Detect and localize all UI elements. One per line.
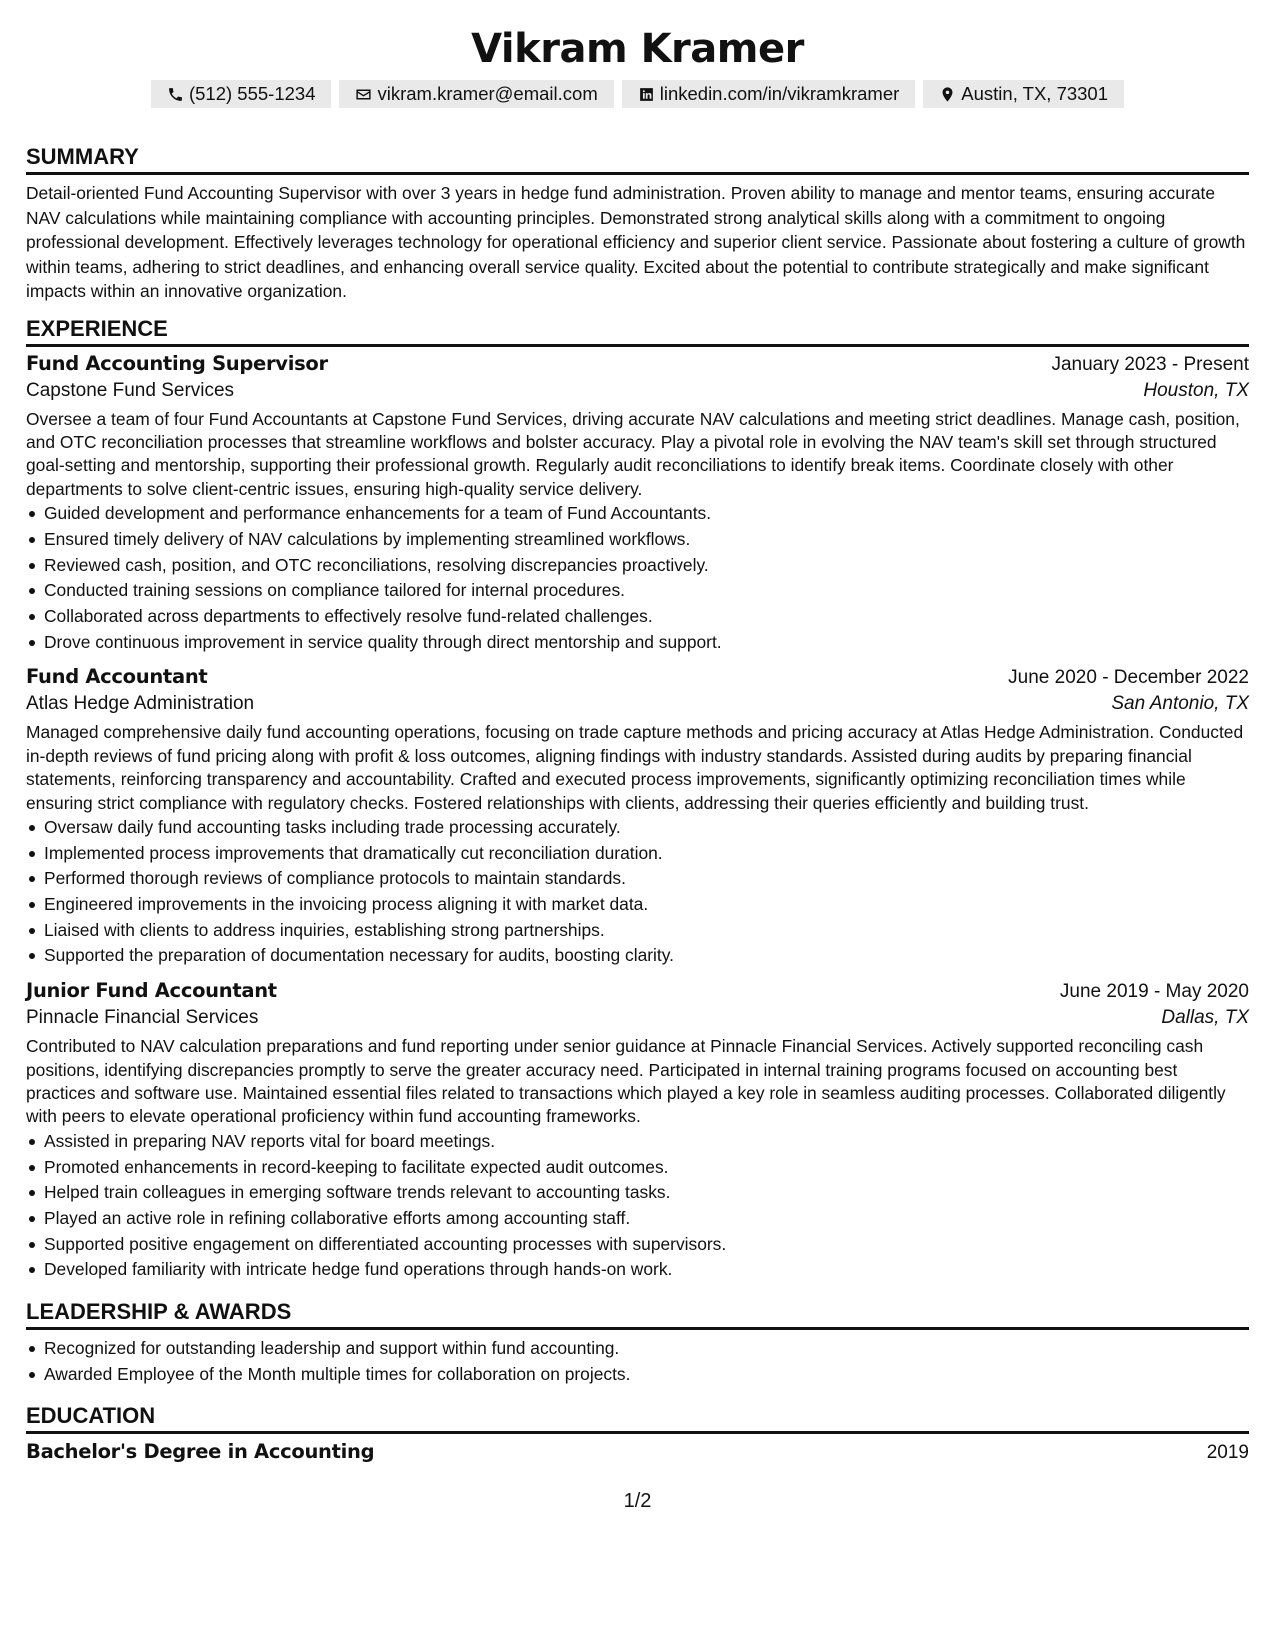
list-item: Supported the preparation of documentation necessary for audits, boosting clarity.	[26, 943, 1249, 969]
linkedin-text[interactable]: linkedin.com/in/vikramkramer	[659, 83, 900, 104]
education-entry	[26, 1440, 1249, 1464]
job-bullets	[26, 501, 1249, 655]
list-item: Awarded Employee of the Month multiple times for collaboration on projects.	[26, 1362, 1249, 1388]
job-dates: June 2020 - December 2022	[1008, 667, 1249, 689]
experience-heading: EXPERIENCE	[26, 314, 1249, 347]
job-title: Fund Accountant	[26, 665, 208, 689]
list-item: Engineered improvements in the invoicing process aligning it with market data.	[26, 892, 1249, 918]
leadership-heading: LEADERSHIP & AWARDS	[26, 1297, 1249, 1330]
contact-location	[923, 80, 1124, 108]
job-subheader	[26, 380, 1249, 402]
job-location: Houston, TX	[1143, 379, 1249, 401]
list-item: Promoted enhancements in record-keeping to facilitate expected audit outcomes.	[26, 1155, 1249, 1181]
summary-heading: SUMMARY	[26, 142, 1249, 175]
summary-section	[26, 142, 1249, 304]
phone-text: (512) 555-1234	[188, 83, 316, 104]
contact-bar	[26, 80, 1249, 108]
linkedin-icon	[638, 86, 655, 103]
job-company: Pinnacle Financial Services	[26, 1007, 259, 1029]
job-subheader	[26, 1007, 1249, 1029]
leadership-section	[26, 1297, 1249, 1387]
list-item: Implemented process improvements that dramatically cut reconciliation duration.	[26, 841, 1249, 867]
summary-text: Detail-oriented Fund Accounting Supervisor with over 3 years in hedge fund administration. Proven ability to manage and mentor teams, ensuring accurate NAV calculations while maintaining compliance with accounting principles. Demonstrated strong analytical skills along with a commitment to ongoing professional development. Effectively leverages technology for operational efficiency and superior client service. Passionate about fostering a culture of growth within teams, adhering to strict deadlines, and enhancing overall service quality. Excited about the potential to contribute strategically and make significant impacts within an innovative organization.	[26, 183, 1246, 301]
list-item: Recognized for outstanding leadership and support within fund accounting.	[26, 1336, 1249, 1362]
experience-section	[26, 314, 1249, 1284]
job-header	[26, 979, 1249, 1003]
degree-title: Bachelor's Degree in Accounting	[26, 1440, 375, 1464]
job-header	[26, 665, 1249, 689]
map-marker-icon	[939, 86, 956, 103]
job-entry	[26, 665, 1249, 969]
list-item: Developed familiarity with intricate hedge fund operations through hands-on work.	[26, 1257, 1249, 1283]
education-section	[26, 1401, 1249, 1464]
list-item: Guided development and performance enhancements for a team of Fund Accountants.	[26, 501, 1249, 527]
list-item: Liaised with clients to address inquiries, establishing strong partnerships.	[26, 918, 1249, 944]
graduation-year: 2019	[1206, 1442, 1249, 1464]
job-subheader	[26, 693, 1249, 715]
leadership-bullets	[26, 1336, 1249, 1387]
list-item: Helped train colleagues in emerging software trends relevant to accounting tasks.	[26, 1180, 1249, 1206]
list-item: Collaborated across departments to effectively resolve fund-related challenges.	[26, 604, 1249, 630]
list-item: Drove continuous improvement in service quality through direct mentorship and support.	[26, 630, 1249, 656]
contact-phone	[151, 80, 332, 108]
phone-icon	[167, 86, 184, 103]
job-bullets	[26, 815, 1249, 969]
job-header	[26, 352, 1249, 376]
job-description: Managed comprehensive daily fund accounting operations, focusing on trade capture methods and pricing accuracy at Atlas Hedge Administration. Conducted in-depth reviews of fund pricing along with profit & loss outcomes, aligning findings with industry standards. Assisted during audits by preparing financial statements, reinforcing transparency and accountability. Crafted and executed process improvements, significantly optimizing reconciliation times while ensuring strict compliance with regulatory checks. Fostered relationships with clients, addressing their queries efficiently and building trust.	[26, 722, 1244, 813]
job-company: Capstone Fund Services	[26, 379, 235, 401]
resume-page	[26, 0, 1249, 1464]
job-dates: June 2019 - May 2020	[1059, 981, 1249, 1003]
list-item: Oversaw daily fund accounting tasks including trade processing accurately.	[26, 815, 1249, 841]
contact-linkedin[interactable]	[622, 80, 916, 108]
job-entry	[26, 352, 1249, 656]
envelope-icon	[355, 86, 372, 103]
education-heading: EDUCATION	[26, 1401, 1249, 1434]
job-entry	[26, 979, 1249, 1283]
list-item: Supported positive engagement on differentiated accounting processes with supervisors.	[26, 1232, 1249, 1258]
job-location: San Antonio, TX	[1111, 693, 1249, 715]
job-dates: January 2023 - Present	[1051, 353, 1249, 375]
location-text: Austin, TX, 73301	[961, 83, 1109, 104]
job-description: Oversee a team of four Fund Accountants at Capstone Fund Services, driving accurate NAV calculations and meeting strict deadlines. Manage cash, position, and OTC reconciliation processes that streamline workflows and bolster accuracy. Play a pivotal role in evolving the NAV team's skill set through structured goal-setting and mentorship, supporting their professional growth. Regularly audit reconciliations to identify break items. Coordinate closely with other departments to solve client-centric issues, ensuring high-quality service delivery.	[26, 408, 1240, 499]
job-bullets	[26, 1129, 1249, 1283]
job-company: Atlas Hedge Administration	[26, 693, 255, 715]
job-description: Contributed to NAV calculation preparations and fund reporting under senior guidance at Pinnacle Financial Services. Actively supported reconciling cash positions, identifying discrepancies promptly to serve the greater accuracy need. Participated in internal training programs focused on accounting best practices and software use. Maintained essential files related to transactions which played a key role in seamless auditing processes. Collaborated diligently with peers to elevate operational proficiency within fund accounting frameworks.	[26, 1036, 1226, 1127]
job-title: Fund Accounting Supervisor	[26, 351, 328, 375]
contact-email[interactable]	[339, 80, 613, 108]
list-item: Performed thorough reviews of compliance protocols to maintain standards.	[26, 866, 1249, 892]
list-item: Reviewed cash, position, and OTC reconciliations, resolving discrepancies proactively.	[26, 553, 1249, 579]
page-number: 1/2	[623, 1490, 652, 1512]
list-item: Conducted training sessions on compliance tailored for internal procedures.	[26, 578, 1249, 604]
job-title: Junior Fund Accountant	[26, 979, 277, 1003]
job-location: Dallas, TX	[1161, 1007, 1249, 1029]
list-item: Played an active role in refining collaborative efforts among accounting staff.	[26, 1206, 1249, 1232]
list-item: Ensured timely delivery of NAV calculations by implementing streamlined workflows.	[26, 527, 1249, 553]
email-text[interactable]: vikram.kramer@email.com	[377, 83, 598, 104]
candidate-name: Vikram Kramer	[471, 26, 804, 72]
list-item: Assisted in preparing NAV reports vital for board meetings.	[26, 1129, 1249, 1155]
